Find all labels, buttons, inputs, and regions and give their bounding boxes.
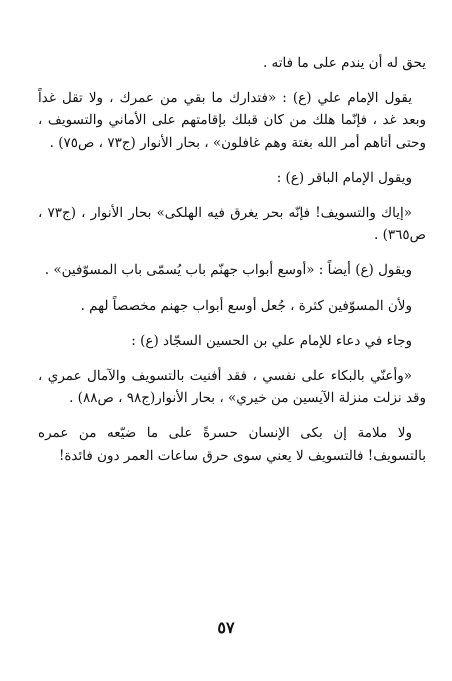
paragraph-5: ويقول (ع) أيضاً : «أوسع أبواب جهنّم باب يُسمّى باب المسوّفين» . — [44, 262, 412, 279]
paragraph-3: ويقول الإمام الباقر (ع) : — [276, 169, 412, 186]
paragraph-4: «إياك والتسويف! فإنّه بحر يغرق فيه الهلكى» بحار الأنوار ، (ج٧٣ ، ص٣٦٥) . — [38, 205, 426, 244]
paragraph-7: وجاء في دعاء للإمام علي بن الحسين السجّاد (ع) : — [131, 332, 412, 349]
paragraph-6: ولأن المسوّفين كثرة ، جُعل أوسع أبواب جهنم مخصصاً لهم . — [80, 297, 412, 314]
paragraph-1: يحق له أن يندم على ما فاته . — [262, 55, 426, 71]
paragraph-9: ولا ملامة إن بكى الإنسان حسرةً على ما ضيّعه من عمره بالتسويف! فالتسويف لا يعني سوى حرق ساعات العمر دون فائدة! — [38, 425, 426, 464]
paragraph-8: «وأعنّي بالبكاء على نفسي ، فقد أفنيت بالتسويف والآمال عمري ، وقد نزلت منزلة الآيسين من خيري» ، بحار الأنوار(ج٩٨ ، ص٨٨) . — [38, 368, 426, 407]
paragraph-2: يقول الإمام علي (ع) : «فتدارك ما بقي من عمرك ، ولا تقل غداً وبعد غد ، فإنّما هلك من كان قبلك بإقامتهم على الأماني والتسويف ، وحتى أتاهم أمر الله بغتة وهم غافلون» ، بحار الأنوار (ج٧٣ ، ص٧٥) . — [38, 90, 426, 151]
page-number: ٥٧ — [217, 618, 235, 637]
